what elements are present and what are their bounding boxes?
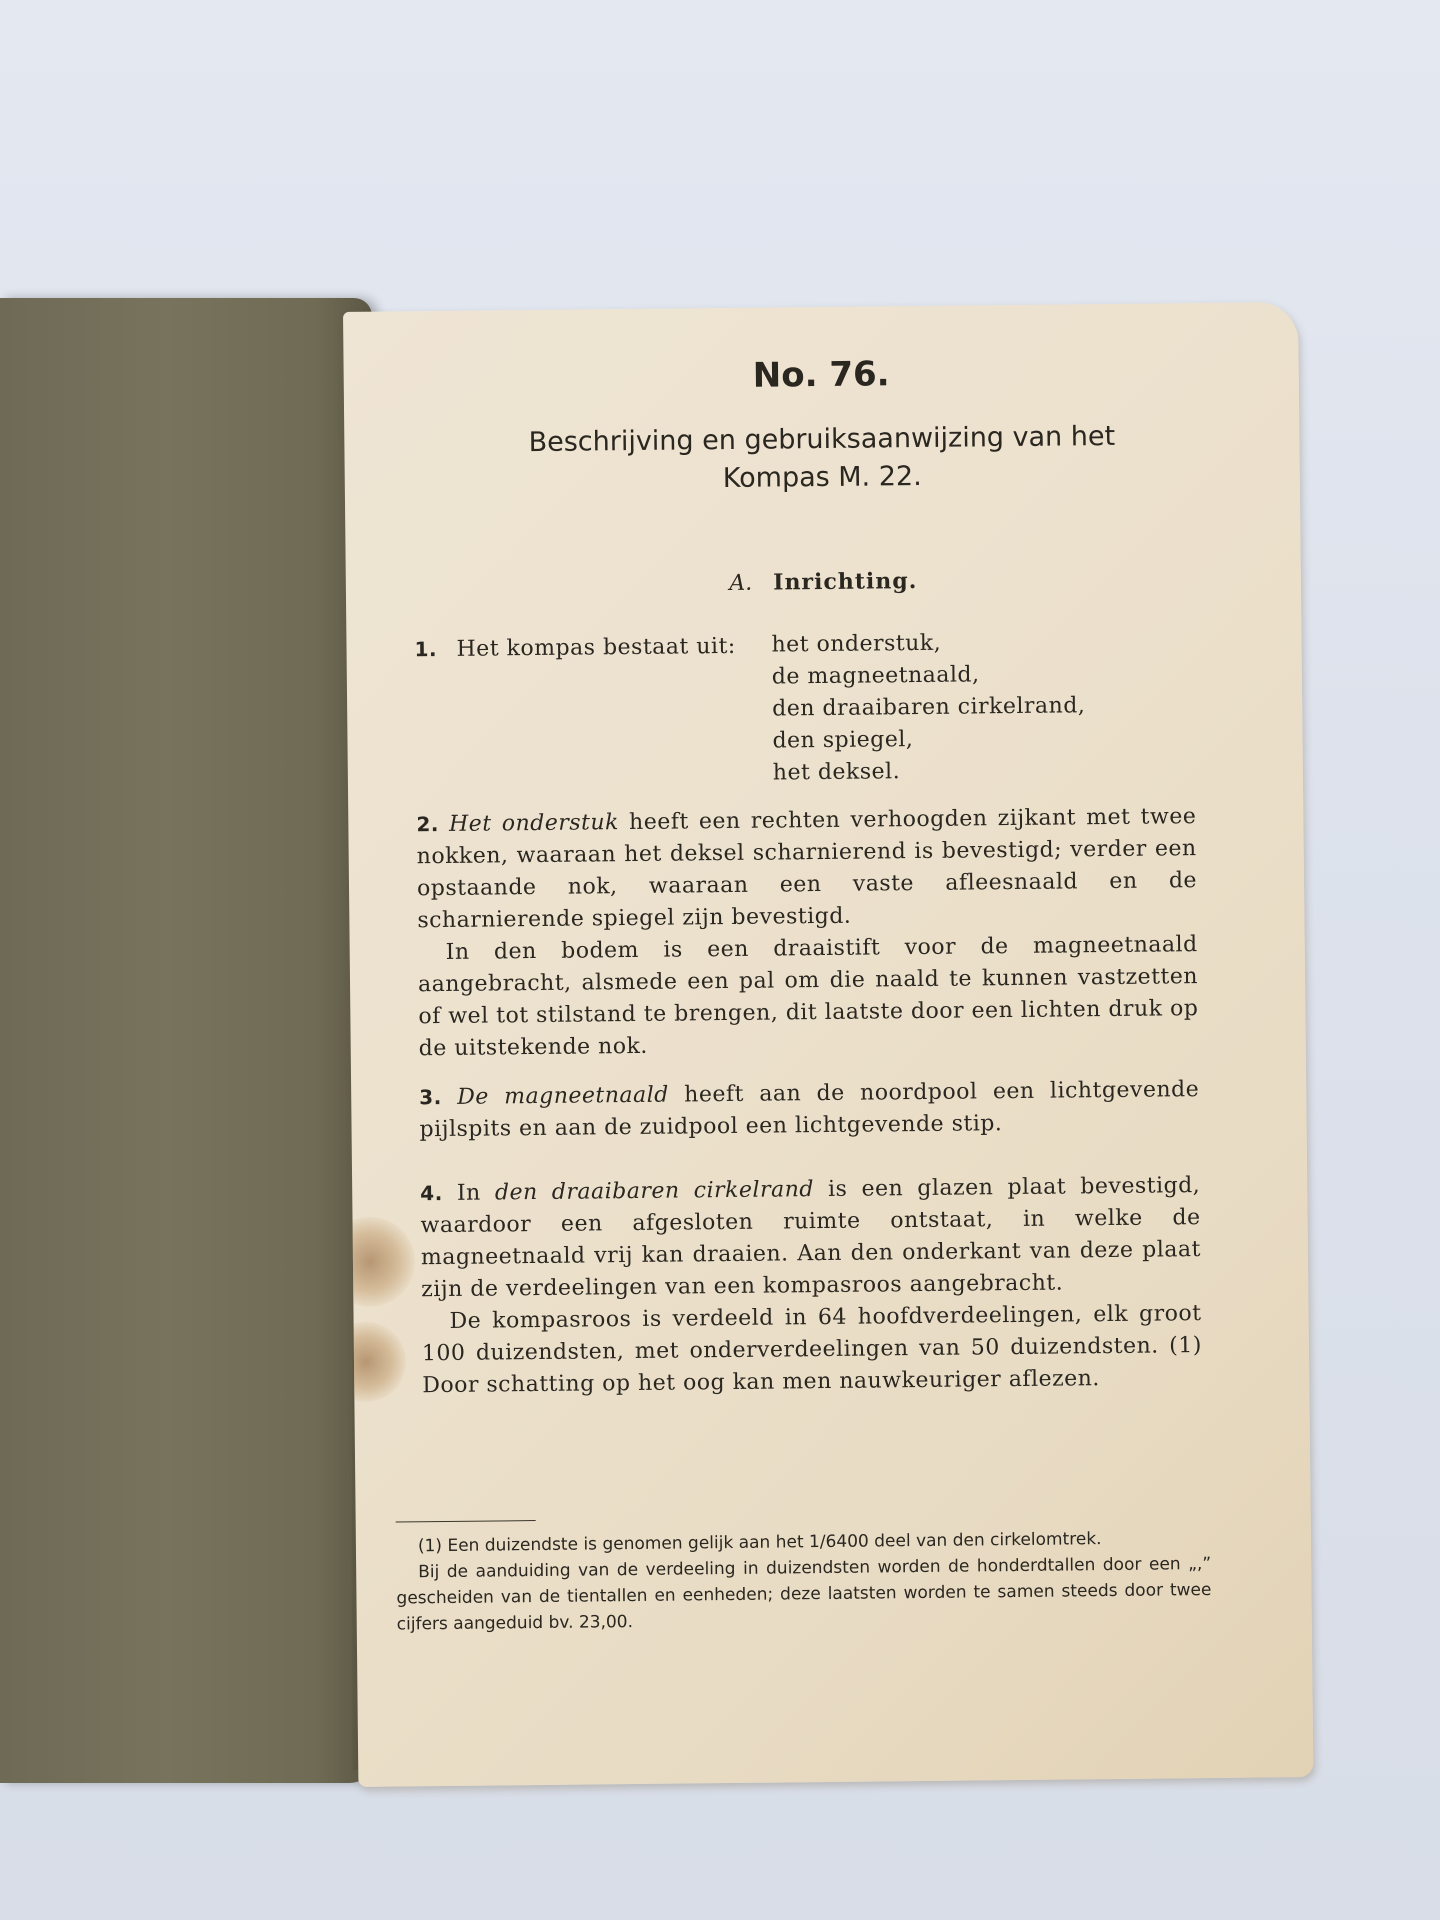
item-number: 1. bbox=[414, 637, 438, 662]
item-paragraph: De kompasroos is verdeeld in 64 hoofdverdeelingen, elk groot 100 duizendsten, met onderverdeelingen van 50 duizendsten. (1) Door schatting op het oog kan men nauwkeuriger aflezen. bbox=[421, 1301, 1203, 1399]
footnote-line-1: (1) Een duizendste is genomen gelijk aan het 1/6400 deel van den cirkelomtrek. bbox=[417, 1529, 1102, 1557]
item-text: heeft aan de noordpool een lichtgevende pijlspits en aan de zuidpool een lichtgevende stip. bbox=[419, 1077, 1200, 1143]
item-1-lead-text: Het kompas bestaat uit: bbox=[456, 633, 736, 662]
item-term: De magneetnaald bbox=[457, 1082, 669, 1110]
section-letter: A. bbox=[729, 570, 753, 596]
footnote bbox=[396, 1525, 1212, 1638]
item-pre: In bbox=[456, 1180, 481, 1206]
section-name: Inrichting. bbox=[773, 568, 918, 596]
item-text: is een glazen plaat bevestigd, waardoor een afgesloten ruimte ontstaat, in welke de magneetnaald vrij kan draaien. Aan den onderkant van deze plaat zijn de verdeelingen van een kompasroos aangebracht. bbox=[420, 1173, 1201, 1303]
item-term: den draaibaren cirkelrand bbox=[494, 1177, 815, 1206]
water-stain bbox=[343, 1216, 415, 1307]
section-heading bbox=[346, 564, 1301, 600]
list-item: het onderstuk, bbox=[771, 630, 942, 658]
list-item: de magneetnaald, bbox=[771, 662, 980, 690]
item-number: 3. bbox=[419, 1085, 442, 1110]
item-3 bbox=[419, 1073, 1200, 1146]
list-item: het deksel. bbox=[772, 759, 901, 786]
footnote-divider bbox=[396, 1520, 536, 1522]
item-paragraph: In den bodem is een draaistift voor de magneetnaald aangebracht, alsmede een pal om die naald te kunnen vastzetten of wel tot stilstand te brengen, dit laatste door een lichten druk op de uitstekende nok. bbox=[417, 932, 1199, 1062]
title-line-2: Kompas M. 22. bbox=[722, 460, 922, 495]
document-title bbox=[344, 416, 1300, 502]
document-number: No. 76. bbox=[752, 354, 890, 396]
item-number: 4. bbox=[420, 1181, 443, 1206]
item-term: Het onderstuk bbox=[448, 810, 620, 837]
item-text: heeft een rechten verhoogden zijkant met twee nokken, waaraan het deksel scharnierend is bevestigd; verder een opstaande nok, waaraan een vaste afleesnaald en de scharnierende spiegel zijn bevestigd. bbox=[416, 804, 1198, 934]
item-1-parts-list bbox=[771, 626, 1086, 789]
item-4 bbox=[420, 1169, 1202, 1402]
list-item: den draaibaren cirkelrand, bbox=[772, 693, 1086, 722]
booklet-page bbox=[343, 302, 1313, 1787]
booklet-cover bbox=[0, 298, 372, 1783]
title-line-1: Beschrijving en gebruiksaanwijzing van het bbox=[528, 420, 1116, 459]
item-1-lead bbox=[414, 630, 736, 666]
item-2 bbox=[416, 800, 1199, 1065]
list-item: den spiegel, bbox=[772, 727, 914, 754]
footnote-line-2: Bij de aanduiding van de verdeeling in duizendsten worden de honderdtallen door een „,” gescheiden van de tientallen en eenheden; deze laatsten worden te samen steeds door twee cijfers aangeduid bv. 23,00. bbox=[396, 1553, 1212, 1635]
item-number: 2. bbox=[416, 812, 440, 837]
